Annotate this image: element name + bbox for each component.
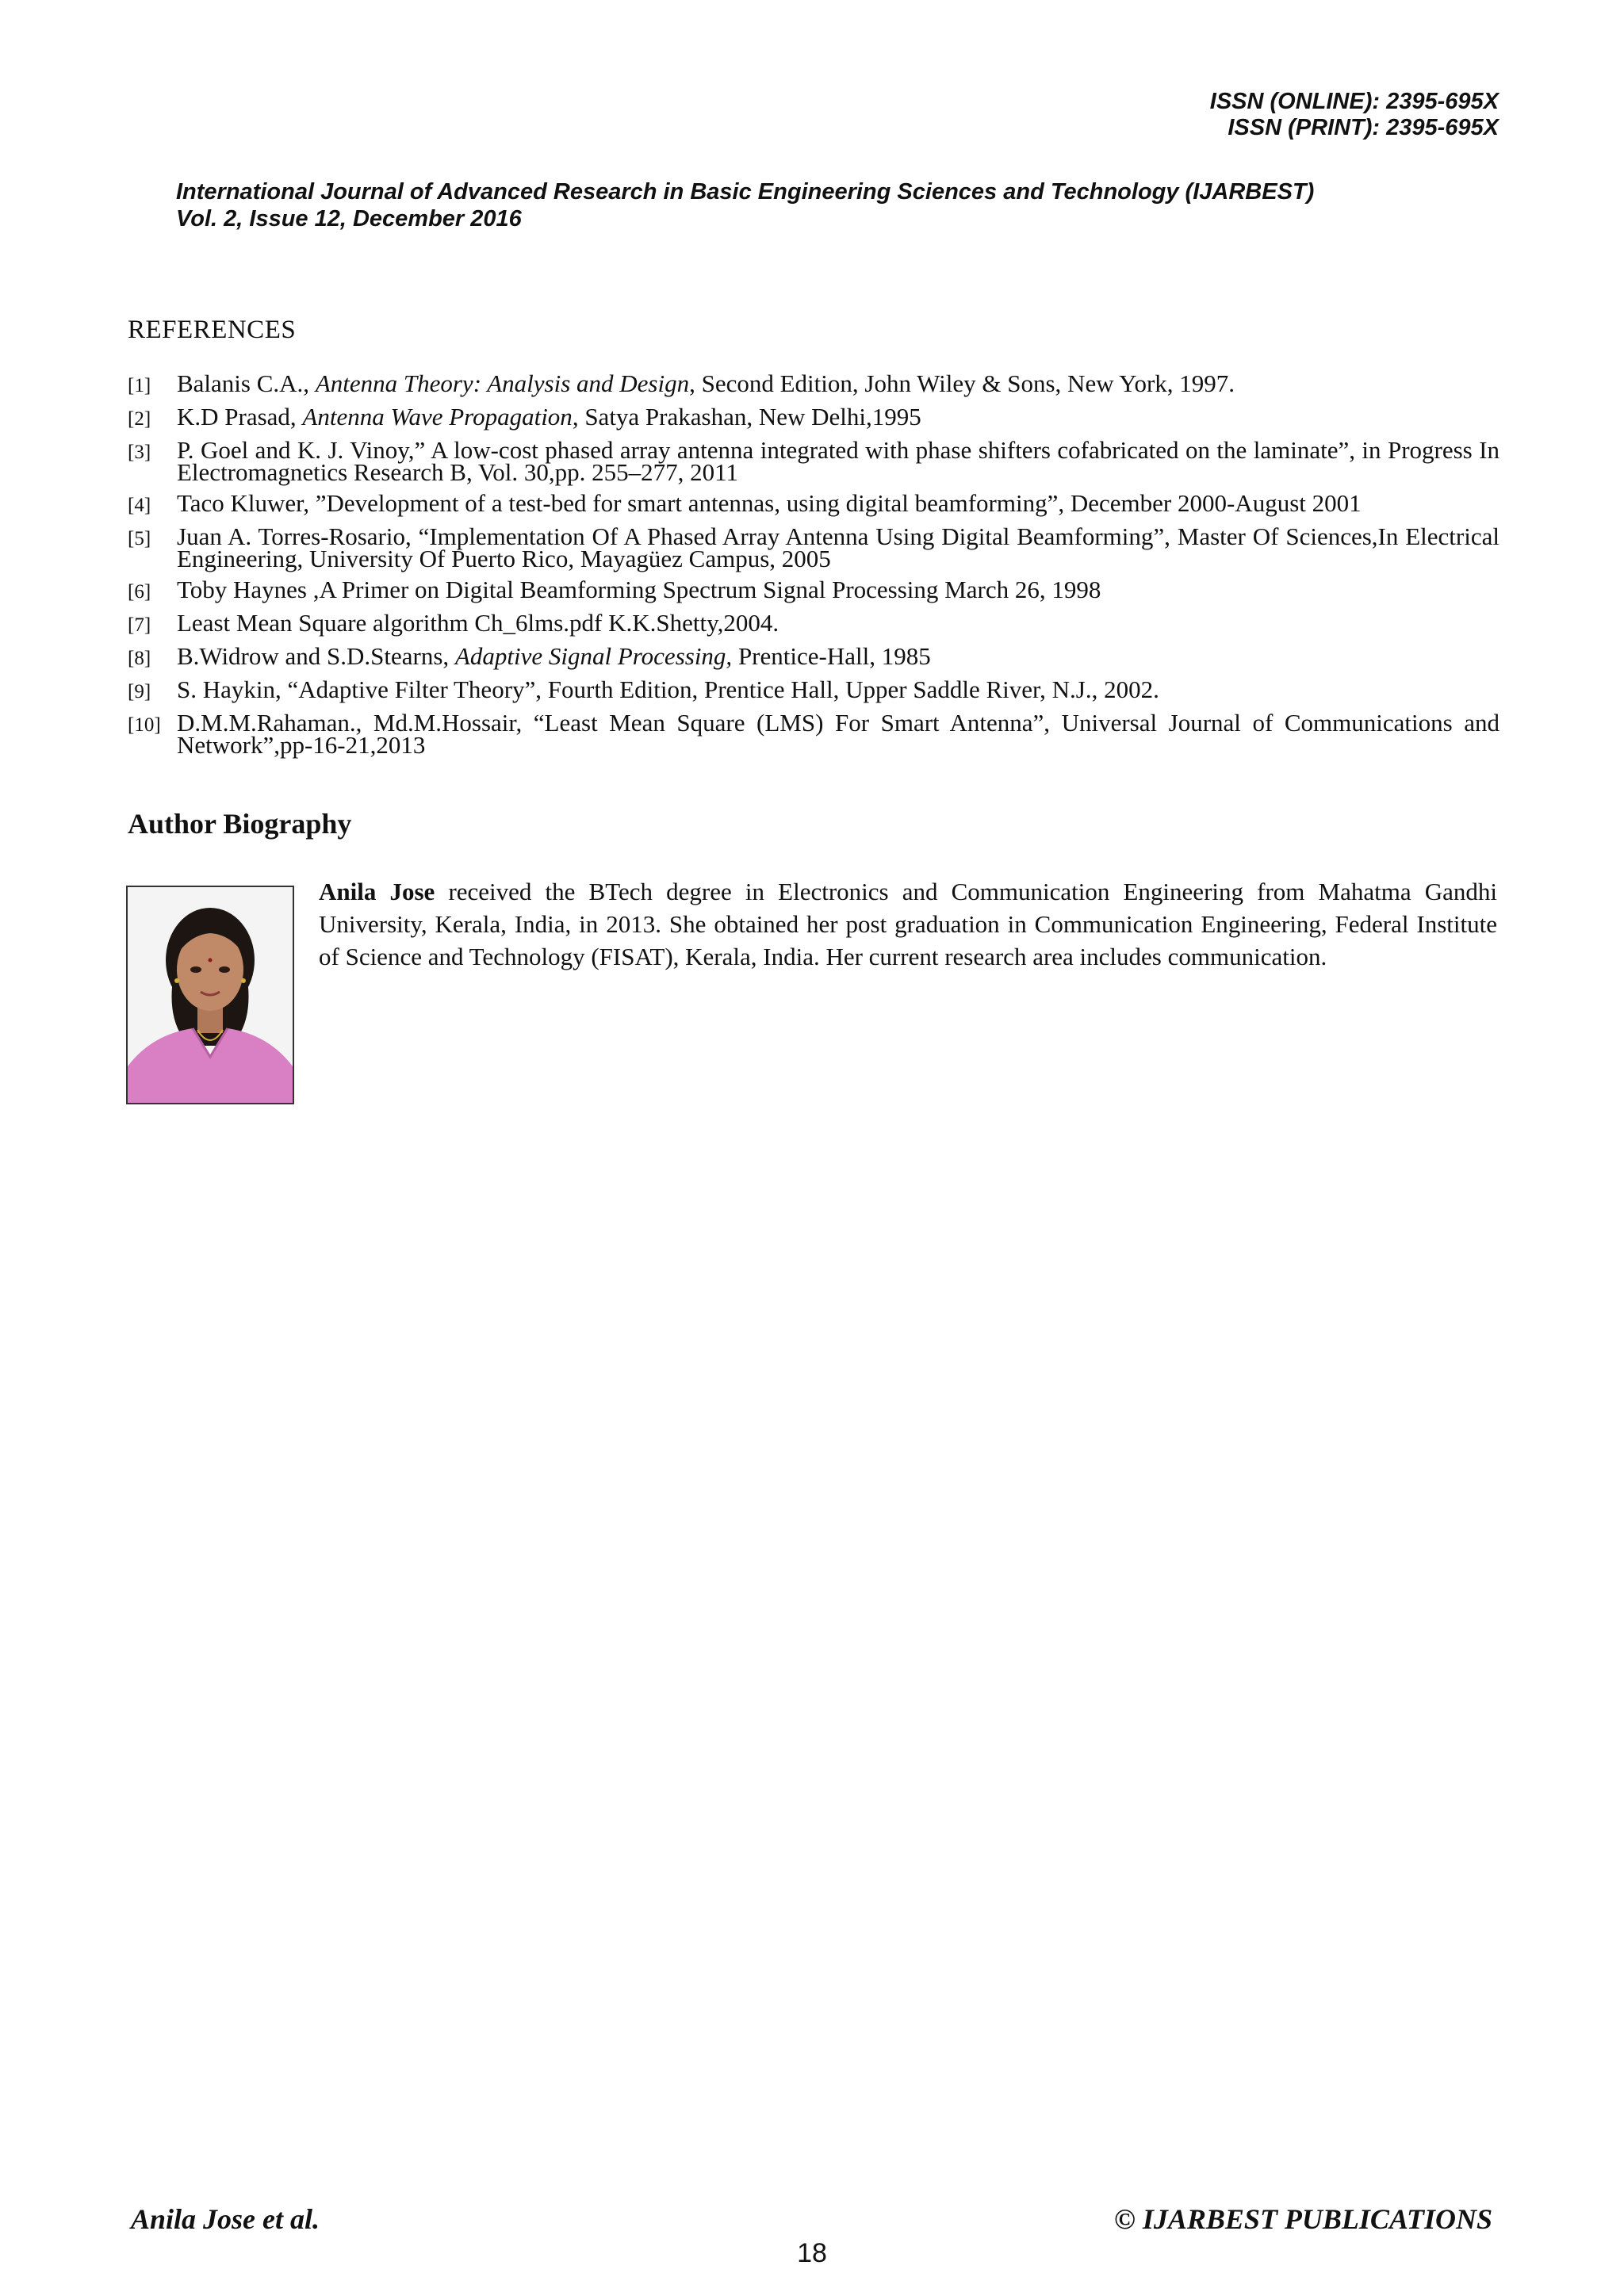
reference-text-part: Balanis C.A., bbox=[177, 369, 316, 397]
reference-item bbox=[128, 642, 1500, 670]
reference-number: [5] bbox=[128, 528, 151, 549]
reference-item bbox=[128, 489, 1500, 517]
reference-title: Antenna Wave Propagation bbox=[302, 403, 573, 430]
reference-number: [10] bbox=[128, 714, 161, 736]
reference-text: Least Mean Square algorithm Ch_6lms.pdf K.K.Shetty,2004. bbox=[177, 609, 779, 637]
reference-text: D.M.M.Rahaman., Md.M.Hossair, “Least Mean Square (LMS) For Smart Antenna”, Universal Journal of Communications and Network”,pp-16-21,2013 bbox=[177, 709, 1500, 759]
reference-text: S. Haykin, “Adaptive Filter Theory”, Fourth Edition, Prentice Hall, Upper Saddle River, N.J., 2002. bbox=[177, 675, 1159, 703]
journal-volume: Vol. 2, Issue 12, December 2016 bbox=[176, 206, 522, 232]
reference-text-part: , Satya Prakashan, New Delhi,1995 bbox=[572, 403, 921, 430]
reference-text: P. Goel and K. J. Vinoy,” A low-cost phased array antenna integrated with phase shifters cofabricated on the laminate”, in Progress In Electromagnetics Research B, Vol. 30,pp. 255–277, 2011 bbox=[177, 436, 1500, 486]
author-portrait-image bbox=[128, 887, 293, 1103]
reference-title: Adaptive Signal Processing, bbox=[454, 642, 733, 670]
reference-number: [1] bbox=[128, 375, 151, 396]
reference-number: [7] bbox=[128, 614, 151, 636]
reference-item bbox=[128, 436, 1500, 486]
page-number: 18 bbox=[797, 2238, 827, 2268]
author-photo bbox=[126, 886, 294, 1104]
issn-print: ISSN (PRINT): 2395-695X bbox=[1228, 115, 1499, 140]
footer-author: Anila Jose et al. bbox=[131, 2203, 320, 2235]
reference-text bbox=[177, 642, 1500, 670]
journal-header bbox=[176, 178, 1445, 232]
reference-item bbox=[128, 609, 1500, 637]
reference-text bbox=[177, 369, 1500, 397]
reference-item bbox=[128, 709, 1500, 759]
reference-number: [6] bbox=[128, 581, 151, 603]
reference-title: Antenna Theory: Analysis and Design bbox=[315, 369, 690, 397]
reference-text-part: K.D Prasad, bbox=[177, 403, 303, 430]
footer-publisher: © IJARBEST PUBLICATIONS bbox=[1113, 2203, 1492, 2235]
author-biography-text bbox=[319, 875, 1497, 973]
reference-text: Toby Haynes ,A Primer on Digital Beamforming Spectrum Signal Processing March 26, 1998 bbox=[177, 576, 1101, 603]
reference-number: [3] bbox=[128, 442, 151, 463]
references-heading: REFERENCES bbox=[128, 316, 297, 344]
issn-block bbox=[944, 89, 1499, 141]
author-biography-heading: Author Biography bbox=[128, 808, 352, 840]
reference-item bbox=[128, 369, 1500, 397]
reference-number: [4] bbox=[128, 495, 151, 516]
references-list bbox=[128, 369, 1500, 765]
reference-number: [2] bbox=[128, 408, 151, 430]
reference-text-part: B.Widrow and S.D.Stearns, bbox=[177, 642, 455, 670]
journal-title: International Journal of Advanced Research in Basic Engineering Sciences and Technology (IJARBEST) bbox=[176, 179, 1315, 205]
reference-item bbox=[128, 403, 1500, 430]
reference-item bbox=[128, 576, 1500, 603]
reference-text: Juan A. Torres-Rosario, “Implementation Of A Phased Array Antenna Using Digital Beamforming”, Master Of Sciences,In Electrical Engineering, University Of Puerto Rico, Mayagüez Campus, 2005 bbox=[177, 522, 1500, 572]
reference-text: Taco Kluwer, ”Development of a test-bed for smart antennas, using digital beamforming”, December 2000-August 2001 bbox=[177, 489, 1362, 517]
reference-text bbox=[177, 403, 1500, 430]
biography-body: received the BTech degree in Electronics and Communication Engineering from Mahatma Gandhi University, Kerala, India, in 2013. She obtained her post graduation in Communication Engineering, Federal Institute of Science and Technology (FISAT), Kerala, India. Her current research area includes communication. bbox=[319, 878, 1497, 970]
issn-online: ISSN (ONLINE): 2395-695X bbox=[1209, 89, 1499, 114]
author-name: Anila Jose bbox=[319, 878, 435, 905]
reference-number: [9] bbox=[128, 681, 151, 702]
reference-item bbox=[128, 675, 1500, 703]
reference-number: [8] bbox=[128, 648, 151, 669]
reference-text-part: Prentice-Hall, 1985 bbox=[732, 642, 931, 670]
reference-item bbox=[128, 522, 1500, 572]
reference-text-part: , Second Edition, John Wiley & Sons, New York, 1997. bbox=[689, 369, 1235, 397]
